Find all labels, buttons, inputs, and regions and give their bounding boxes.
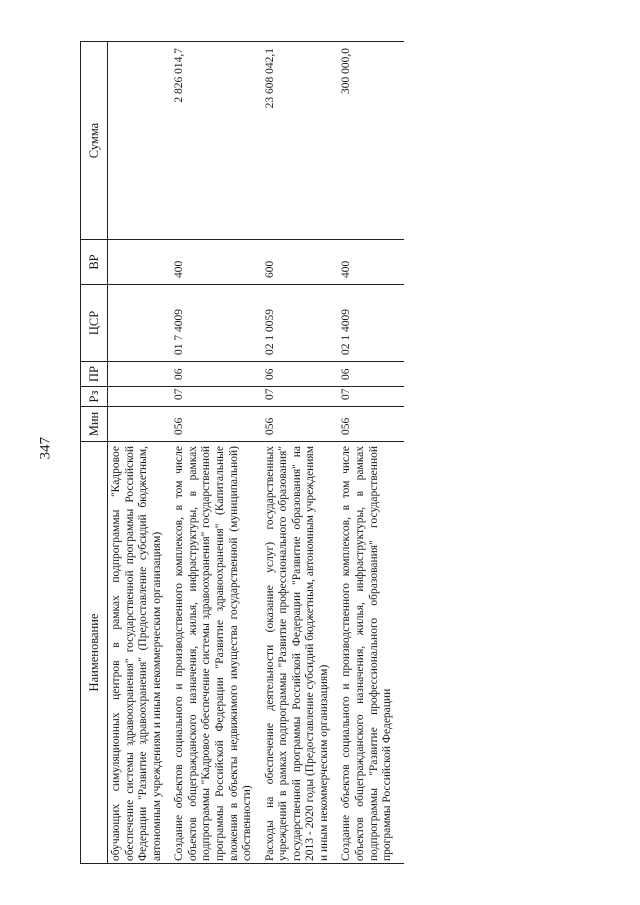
row-name: обучающих симуляционных центров в рамках подпрограммы "Кадровое обеспечение системы здравоохранения" государственной программы Российской Федерации "Развитие здравоохранения" (Предоставление субсидий бюджетным, автономным учреждениям и иным некоммерческим организациям) xyxy=(108,442,174,864)
header-min: Мин xyxy=(81,407,108,442)
row-name: Расходы на обеспечение деятельности (оказание услуг) государственных учреждений в рамках подпрограммы "Развитие профессионального образования" государственной программы Российской Федерации "Развитие образования" на 2013 - 2020 годы (Предоставление субсидий бюджетным, автономным учреждениям и иным некоммерческим организациям) xyxy=(264,442,341,864)
row-pr: 06 xyxy=(264,362,341,387)
row-name: Создание объектов социального и производственного комплексов, в том числе объектов общегражданского назначения, жилья, инфраструктуры, в рамках подпрограммы "Развитие профессионального образования" государственной программы Российской Федерации xyxy=(340,442,403,864)
row-rz: 07 xyxy=(340,387,403,407)
row-min xyxy=(108,407,174,442)
row-vr: 600 xyxy=(264,240,341,285)
row-min: 056 xyxy=(173,407,263,442)
table-row xyxy=(340,42,403,864)
row-vr: 400 xyxy=(173,240,263,285)
table-row xyxy=(108,42,174,864)
header-rz: Рз xyxy=(81,387,108,407)
header-row xyxy=(81,42,108,864)
header-pr: ПР xyxy=(81,362,108,387)
row-vr xyxy=(108,240,174,285)
budget-table xyxy=(80,41,404,864)
table-row xyxy=(264,42,341,864)
row-csr: 02 1 0059 xyxy=(264,285,341,362)
row-rz: 07 xyxy=(173,387,263,407)
row-sum: 23 608 042,1 xyxy=(264,42,341,240)
row-csr xyxy=(108,285,174,362)
row-sum: 2 826 014,7 xyxy=(173,42,263,240)
row-pr xyxy=(108,362,174,387)
header-vr: ВР xyxy=(81,240,108,285)
row-sum xyxy=(108,42,174,240)
row-rz xyxy=(108,387,174,407)
header-csr: ЦСР xyxy=(81,285,108,362)
row-name: Создание объектов социального и производственного комплексов, в том числе объектов общегражданского назначения, жилья, инфраструктуры, в рамках подпрограммы "Кадровое обеспечение системы здравоохранения" государственной программы Российской Федерации "Развитие здравоохранения" (Капитальные вложения в объекты недвижимого имущества государственной (муниципальной) собственности) xyxy=(173,442,263,864)
row-min: 056 xyxy=(264,407,341,442)
row-csr: 02 1 4009 xyxy=(340,285,403,362)
row-pr: 06 xyxy=(173,362,263,387)
header-name: Наименование xyxy=(81,442,108,864)
row-pr: 06 xyxy=(340,362,403,387)
row-rz: 07 xyxy=(264,387,341,407)
page-number: 347 xyxy=(37,437,54,460)
row-min: 056 xyxy=(340,407,403,442)
row-sum: 300 000,0 xyxy=(340,42,403,240)
row-vr: 400 xyxy=(340,240,403,285)
header-sum: Сумма xyxy=(81,42,108,240)
row-csr: 01 7 4009 xyxy=(173,285,263,362)
rotated-table-wrapper xyxy=(80,42,610,864)
table-row xyxy=(173,42,263,864)
